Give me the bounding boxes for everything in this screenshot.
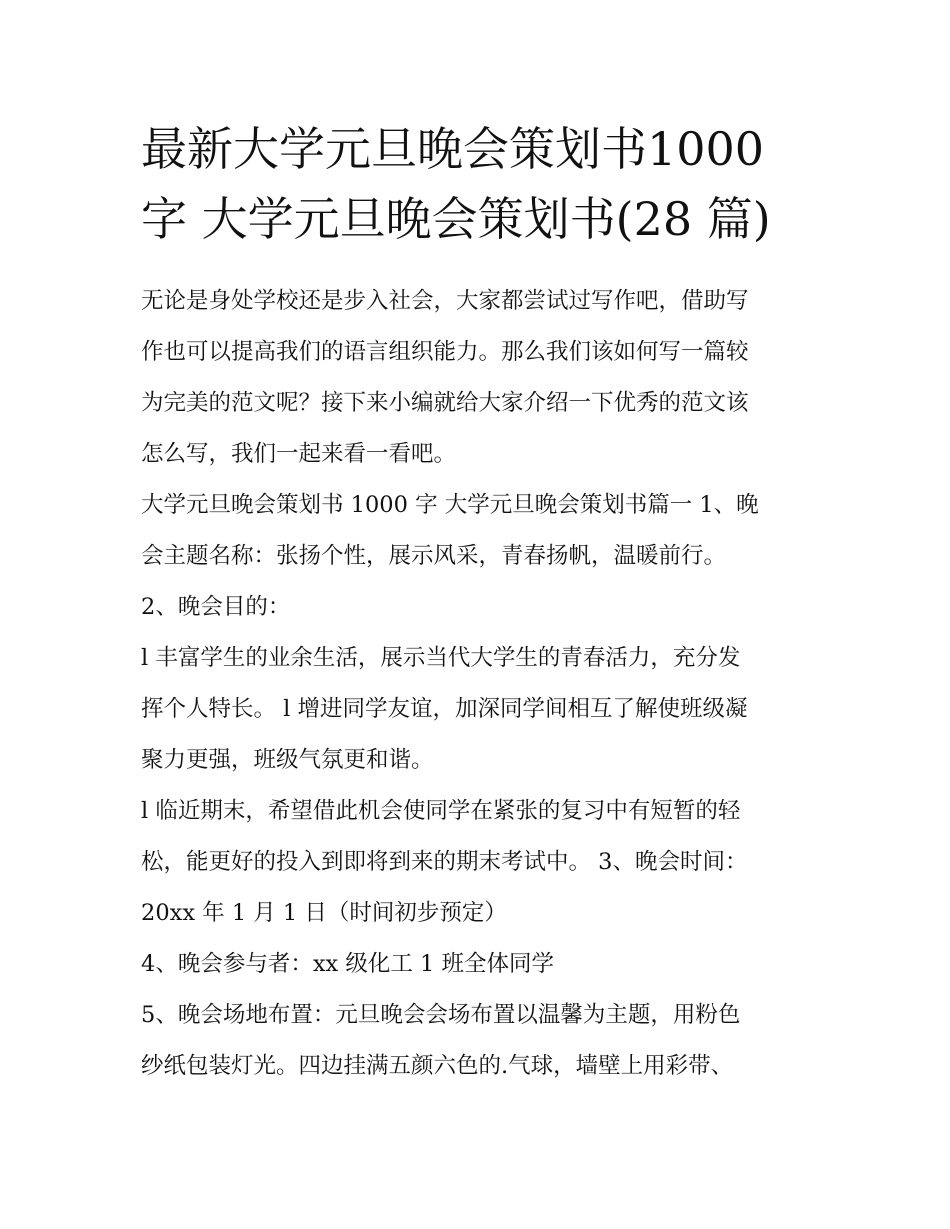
body-line: 5、晚会场地布置：元旦晚会会场布置以温馨为主题，用粉色	[141, 1002, 741, 1028]
body-line: 聚力更强，班级气氛更和谐。	[141, 747, 434, 773]
body-line: 挥个人特长。 l 增进同学友谊，加深同学间相互了解使班级凝	[141, 696, 748, 722]
body-line: 4、晚会参与者：xx 级化工 1 班全体同学	[141, 951, 554, 977]
body-line: 会主题名称：张扬个性，展示风采，青春扬帆，温暖前行。	[141, 543, 727, 569]
title-line-1: 最新大学元旦晚会策划书1000	[141, 122, 765, 176]
body-line: 怎么写，我们一起来看一看吧。	[141, 441, 457, 467]
title-line-2: 字 大学元旦晚会策划书(28 篇)	[141, 192, 771, 246]
body-line: 无论是身处学校还是步入社会，大家都尝试过写作吧，借助写	[141, 288, 749, 314]
body-line: 为完美的范文呢？接下来小编就给大家介绍一下优秀的范文该	[141, 390, 749, 416]
body-line: 纱纸包装灯光。四边挂满五颜六色的.气球，墙壁上用彩带、	[141, 1053, 734, 1079]
body-line: l 临近期末，希望借此机会使同学在紧张的复习中有短暂的轻	[141, 798, 741, 824]
document-title	[141, 114, 821, 254]
body-line: 大学元旦晚会策划书 1000 字 大学元旦晚会策划书篇一 1、晚	[141, 492, 759, 518]
body-line: l 丰富学生的业余生活，展示当代大学生的青春活力，充分发	[141, 645, 741, 671]
body-line: 2、晚会目的：	[141, 594, 291, 620]
body-line: 松，能更好的投入到即将到来的期末考试中。 3、晚会时间：	[141, 849, 748, 875]
body-line: 20xx 年 1 月 1 日（时间初步预定）	[141, 900, 507, 926]
document-body	[141, 279, 821, 1095]
body-line: 作也可以提高我们的语言组织能力。那么我们该如何写一篇较	[141, 339, 749, 365]
